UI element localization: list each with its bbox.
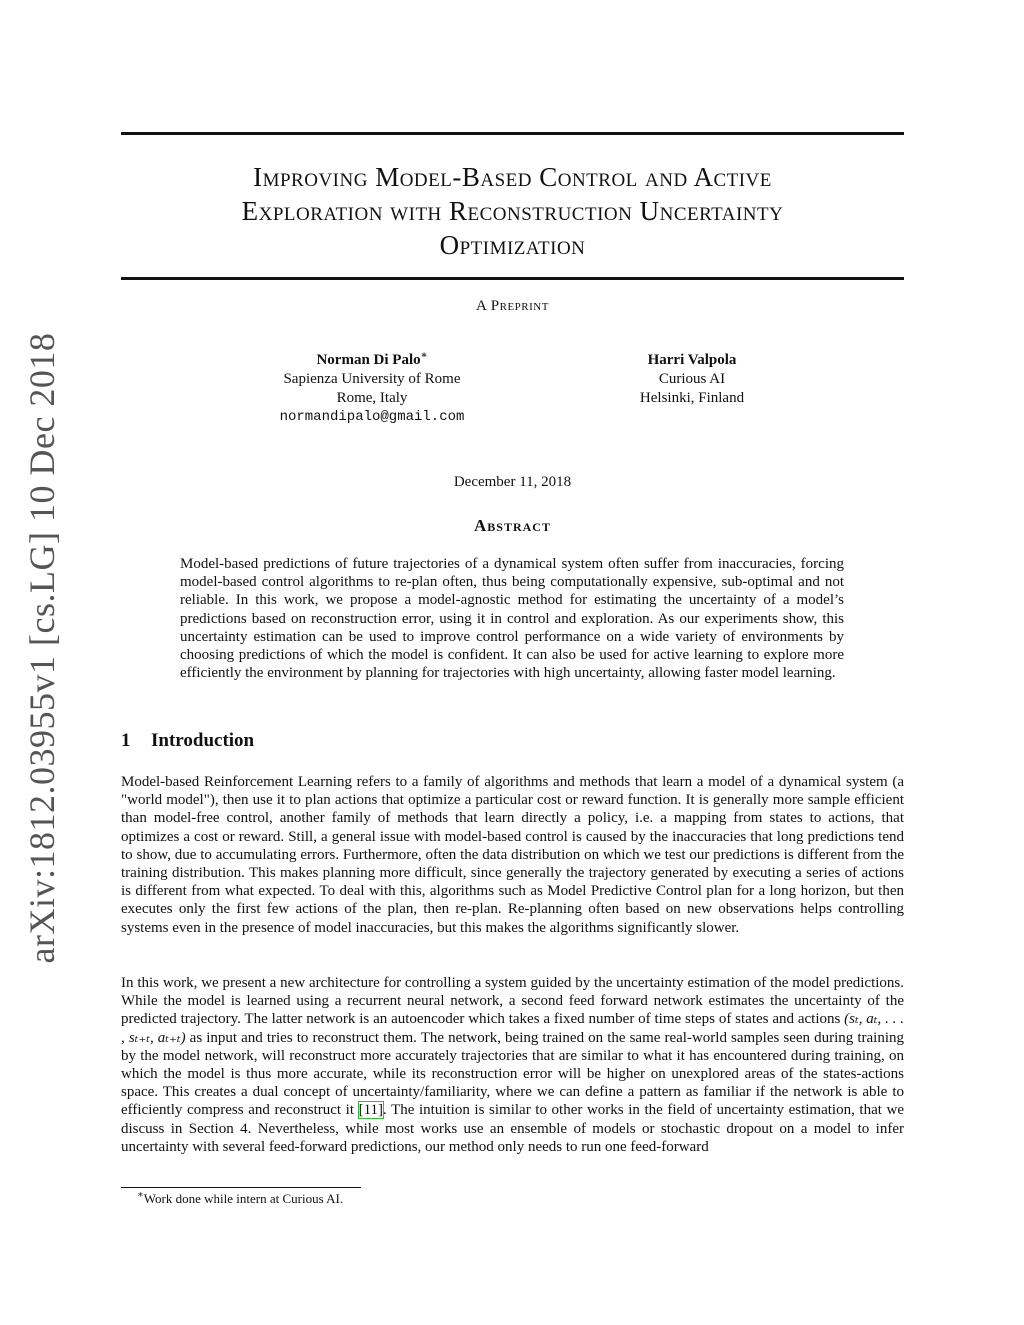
author-location: Rome, Italy	[336, 390, 408, 406]
author-name: Harri Valpola	[647, 352, 737, 368]
title-top-rule	[121, 132, 904, 135]
author-block-2	[562, 351, 822, 408]
citation-link[interactable]: [11]	[358, 1102, 384, 1119]
math-expression: (sₜ, aₜ, . . . , sₜ₊ₜ, aₜ₊ₜ)	[121, 1011, 905, 1046]
intro-paragraph-2: In this work, we present a new architecture for controlling a system guided by the uncertainty estimation of the model predictions. While the model is learned using a recurrent neural network, a second feed forward network estimates the uncertainty of the predicted trajectory. The latter network is an autoencoder which takes a fixed number of time steps of states and actions (sₜ, aₜ, . . . , sₜ₊ₜ, aₜ₊ₜ) as input and tries to reconstruct them. The network, being trained on the same real-world samples seen during training by the model network, will reconstruct more accurately trajectories that are similar to what it has encountered during training, on which the model is thus more accurate, while its reconstruction error will be higher on unexplored areas of the states-actions space. This creates a dual concept of uncertainty/familiarity, where we can define a pattern as familiar if the network is able to efficiently compress and reconstruct it [11]. The intuition is similar to other works in the field of uncertainty estimation, that we discuss in Section 4. Nevertheless, while most works use an ensemble of models or stochastic dropout on a model to infer uncertainty with several feed-forward predictions, our method only needs to run one feed-forward	[121, 975, 905, 1155]
author-affiliation: Sapienza University of Rome	[283, 371, 461, 387]
footnote-rule	[121, 1187, 361, 1188]
footnote-marker: ∗	[420, 350, 428, 361]
footnote-marker: ∗	[137, 1189, 144, 1201]
section-number: 1	[121, 730, 131, 751]
footnote	[137, 1191, 343, 1207]
abstract-text: Model-based predictions of future trajectories of a dynamical system often suffer from inaccuracies, forcing model-based control algorithms to re-plan often, thus being computationally expensive, sub-optimal and not reliable. In this work, we propose a model-agnostic method for estimating the uncertainty of a model’s predictions based on reconstruction error, using it in control and exploration. As our experiments show, this uncertainty estimation can be used to improve control performance on a wide variety of environments by choosing predictions of which the model is confident. It can also be used for active learning to explore more efficiently the environment by planning for trajectories with high uncertainty, allowing faster model learning.	[180, 556, 844, 682]
title-line-1: Improving Model-Based Control and Active	[253, 162, 772, 192]
paper-title	[121, 160, 904, 262]
author-name: Norman Di Palo∗	[316, 350, 428, 368]
footnote-text: Work done while intern at Curious AI.	[143, 1191, 344, 1206]
title-line-3: Optimization	[439, 230, 586, 260]
section-title: Introduction	[151, 730, 255, 751]
section-heading-introduction	[121, 730, 254, 752]
paper-date: December 11, 2018	[453, 474, 572, 490]
author-location: Helsinki, Finland	[639, 390, 745, 406]
arxiv-stamp: arXiv:1812.03955v1 [cs.LG] 10 Dec 2018	[22, 332, 62, 964]
preprint-label: A Preprint	[476, 298, 549, 314]
author-email[interactable]: normandipalo@gmail.com	[279, 409, 465, 425]
title-bottom-rule	[121, 277, 904, 280]
intro-paragraph-1: Model-based Reinforcement Learning refers to a family of algorithms and methods that learn a model of a dynamical system (a "world model"), then use it to plan actions that optimize a particular cost or reward function. It is generally more sample efficient than model-free control, another family of methods that learn directly a policy, i.e. a mapping from states to actions, that optimizes a cost or reward. Still, a general issue with model-based control is caused by the inaccuracies that long predictions tend to show, due to accumulating errors. Furthermore, often the data distribution on which we test our predictions is different from the training distribution. This makes planning more difficult, since generally the trajectory generated by executing a series of actions is different from what expected. To deal with this, algorithms such as Model Predictive Control plan for a long horizon, but then executes only the first few actions of the plan, then re-plan. Re-planning often based on new observations helps controlling systems even in the presence of model inaccuracies, but this makes the algorithms significantly slower.	[121, 774, 904, 936]
author-block-1	[242, 351, 502, 427]
author-affiliation: Curious AI	[658, 371, 726, 387]
title-line-2: Exploration with Reconstruction Uncertainty	[241, 196, 784, 226]
abstract-heading: Abstract	[474, 516, 551, 535]
